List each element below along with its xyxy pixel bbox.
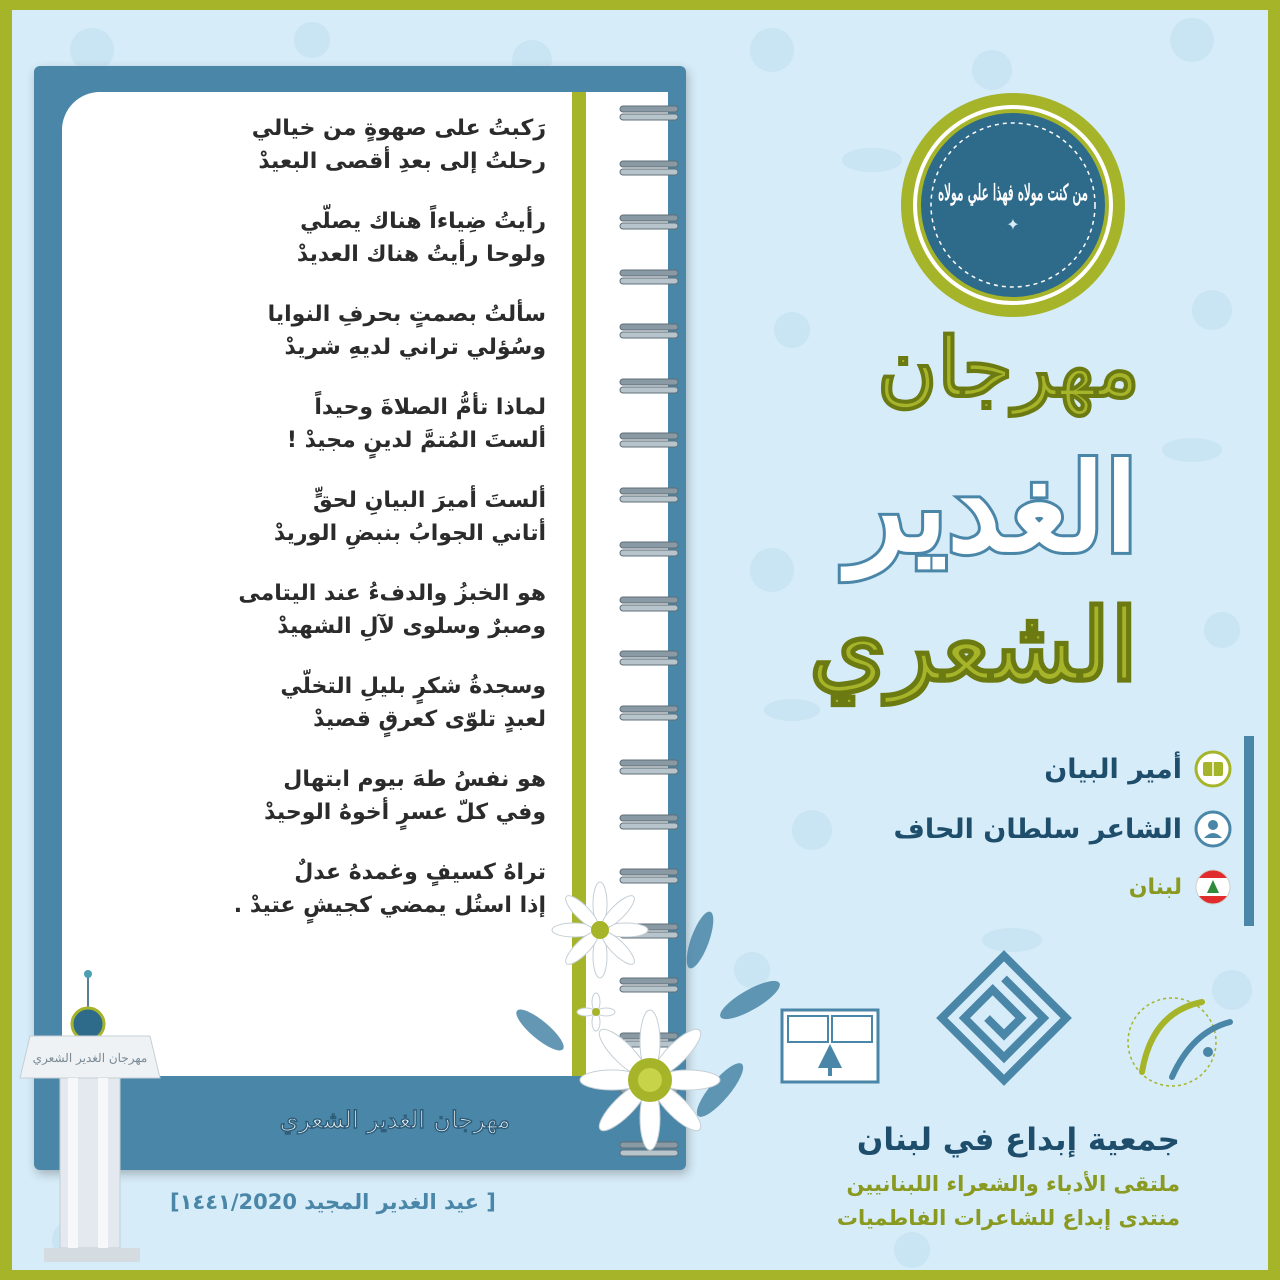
spiral-ring <box>620 102 680 124</box>
poem-verse <box>180 484 546 550</box>
svg-text:✦: ✦ <box>1006 215 1020 234</box>
poem-line: رأيتُ ضِياءاً هناك يصلّي <box>300 209 546 234</box>
spiral-ring <box>620 157 680 179</box>
organization-subtitle-2: منتدى إبداع للشاعرات الفاطميات <box>836 1206 1180 1230</box>
poem-line: هو نفسُ طهَ بيوم ابتهال <box>283 767 546 792</box>
spiral-ring <box>620 593 680 615</box>
organization-subtitle-1: ملتقى الأدباء والشعراء اللبنانيين <box>846 1172 1180 1196</box>
spiral-ring <box>620 756 680 778</box>
bottom-border <box>0 1270 1280 1280</box>
flower-decoration <box>500 880 800 1180</box>
work-title: أمير البيان <box>1044 753 1182 785</box>
poem-line: لماذا تأمُّ الصلاةَ وحيداً <box>314 395 546 420</box>
spiral-ring <box>620 538 680 560</box>
poet-name: الشاعر سلطان الحاف <box>893 813 1182 845</box>
poem-verse <box>180 112 546 178</box>
poem-line: لعبدٍ تلوّى كعرقٍ قصيدْ <box>313 707 546 732</box>
poem-line: وسُؤلي تراني لديهِ شريدْ <box>284 335 546 360</box>
poem-line: وصبرٌ وسلوى لآلِ الشهيدْ <box>277 614 546 639</box>
poem-verse <box>180 577 546 643</box>
info-title-row <box>1044 750 1232 788</box>
spiral-ring <box>620 266 680 288</box>
spiral-ring <box>620 811 680 833</box>
spiral-ring <box>620 320 680 342</box>
poem-line: ألستَ المُتمَّ لدينٍ مجيدْ ! <box>286 428 546 453</box>
ghadir-seal-logo <box>898 90 1128 320</box>
poem-verse <box>180 205 546 271</box>
poem-line: رَكبتُ على صهوةٍ من خيالي <box>251 116 546 141</box>
poem-line: رحلتُ إلى بعدِ أقصى البعيدْ <box>258 149 546 174</box>
poem-verse <box>180 391 546 457</box>
info-accent-bar <box>1244 736 1254 926</box>
festival-title <box>808 300 1160 710</box>
book-icon <box>1194 750 1232 788</box>
cedar-book-logo <box>780 1008 880 1084</box>
event-date: [عيد الغدير المجيد ١٤٤١/2020 ] <box>170 1190 496 1214</box>
spiral-ring <box>620 211 680 233</box>
fatimiyat-logo <box>1112 982 1242 1092</box>
poem-line: سألتُ بصمتٍ بحرفِ النوايا <box>267 302 546 327</box>
poem-line: ولوحا رأيتُ هناك العديدْ <box>296 242 546 267</box>
poem-line: هو الخبزُ والدفءُ عند اليتامى <box>238 581 546 606</box>
country-name: لبنان <box>1128 874 1182 900</box>
poem-verse <box>180 670 546 736</box>
right-border <box>1268 0 1280 1280</box>
top-border <box>0 0 1280 10</box>
left-border <box>0 0 12 1280</box>
podium-calligraphy: مهرجان الغدير الشعري <box>32 1051 148 1065</box>
festival-title-line2: الغدير <box>847 438 1138 579</box>
poem <box>180 112 546 949</box>
poem-verse <box>180 763 546 829</box>
poem-line: وسجدةُ شكرٍ بليلِ التخلّي <box>280 674 546 699</box>
spiral-ring <box>620 702 680 724</box>
spiral-ring <box>620 647 680 669</box>
poem-line: ألستَ أميرَ البيانِ لحقٍّ <box>312 488 546 513</box>
calligraphy-text: مهرجان الغدير الشعري <box>279 1105 511 1134</box>
poem-verse <box>180 856 546 922</box>
lebanon-flag-icon <box>1194 868 1232 906</box>
seal-text: من كنت مولاه فهذا علي مولاه <box>938 180 1088 206</box>
info-poet-row <box>894 810 1232 848</box>
spiral-ring <box>620 484 680 506</box>
poem-verse <box>180 298 546 364</box>
organization-name: جمعية إبداع في لبنان <box>856 1122 1180 1158</box>
spiral-ring <box>620 429 680 451</box>
poem-line: تراهُ كسيفٍ وغمدهُ عدلٌ <box>294 860 546 885</box>
festival-title-line3: الشعري <box>808 586 1138 704</box>
person-icon <box>1194 810 1232 848</box>
info-country-row <box>1129 868 1232 906</box>
poem-line: أتاني الجوابُ بنبضِ الوريدْ <box>273 521 546 546</box>
podium-illustration <box>20 966 170 1266</box>
spiral-ring <box>620 375 680 397</box>
kufic-logo <box>936 950 1072 1086</box>
poem-line: إذا استُل يمضي كجيشٍ عتيدْ . <box>233 893 546 918</box>
festival-calligraphy-logo <box>250 1088 540 1148</box>
poem-line: وفي كلّ عسرٍ أخوهُ الوحيدْ <box>264 800 546 825</box>
festival-title-line1: مهرجان <box>877 320 1140 416</box>
